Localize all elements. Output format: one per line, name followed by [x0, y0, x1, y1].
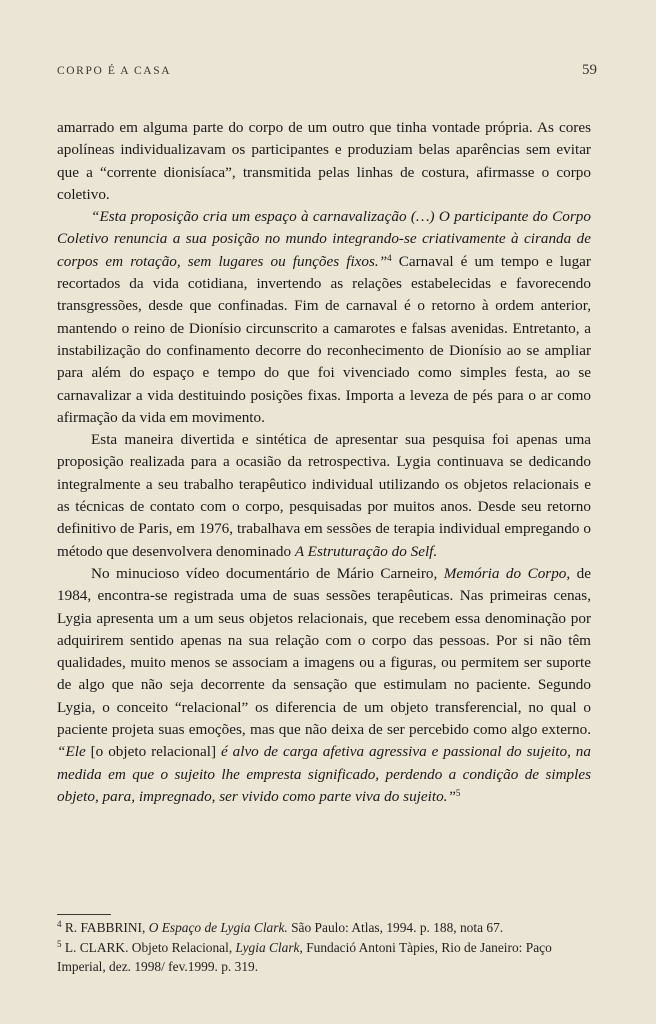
paragraph-1 [57, 117, 591, 206]
body-text [57, 117, 591, 808]
footnote-5-title: Lygia Clark [235, 939, 300, 955]
running-head [57, 62, 597, 79]
footnote-5-number: 5 [57, 938, 62, 949]
footnote-4-text-a: R. FABBRINI, [61, 920, 149, 935]
footnote-rule [57, 914, 111, 915]
footnote-4 [57, 918, 591, 938]
method-title: A Estruturação do Self. [294, 542, 438, 560]
footnote-4-text-b: São Paulo: Atlas, 1994. p. 188, nota 67. [287, 920, 504, 935]
paragraph-3-text: Esta maneira divertida e sintética de apresentar sua pesquisa foi apenas uma proposição realizada para a ocasião da retrospectiva. Lygia continuava se dedicando integralmente a seu trabalho terapêutico individual utilizando os objetos relacionais e as técnicas de contato com o corpo, pesquisadas por muitos anos. Desde seu retorno definitivo de Paris, em 1976, trabalhava em sessões de terapia individual empregando o método que desenvolvera denominado [57, 431, 591, 560]
bracket-insert: [o objeto relacional] [85, 743, 221, 761]
paragraph-4-text-b: , de 1984, encontra-se registrada uma de suas sessões terapêuticas. Nas primeiras cenas, Lygia apresenta um a um seus objetos relacionais, que recebem essa denominação por adquirirem sentido apenas na sua relação com o corpo das pessoas. Por si não têm qualidades, muito menos se associam a imagens ou a figuras, ou permitem ser suporte de algo que não seja decorrente da sensação que estimulam no paciente. Segundo Lygia, o conceito “relacional” os diferencia de um objeto transferencial, no qual o paciente projeta suas emoções, mas que não deixa de ser percebido como algo externo. [57, 564, 592, 739]
footnote-5-text-a: L. CLARK. Objeto Relacional, [61, 939, 236, 955]
paragraph-3 [57, 429, 591, 563]
footnote-5 [57, 938, 591, 977]
paragraph-4 [57, 563, 591, 808]
paragraph-1-text: amarrado em alguma parte do corpo de um outro que tinha vontade própria. As cores apolíneas individualizavam os participantes e produziam belas aparências sem evitar que a “corrente dionisíaca”, transmitida pelas linhas de costura, afirmasse o corpo coletivo. [57, 119, 591, 203]
clark-quote: “Esta proposição cria um espaço à carnavalização (…) O participante do Corpo Coletivo renuncia a sua posição no mundo integrando-se criativamente à ciranda de corpos em rotação, sem lugares ou funções fixos.” [57, 208, 591, 270]
footnote-ref-5: 5 [455, 787, 461, 798]
paragraph-2 [57, 206, 591, 429]
paragraph-2-text: Carnaval é um tempo e lugar recortados da vida cotidiana, invertendo as relações estabelecidas e favorecendo transgressões, desde que confinadas. Fim de carnaval é o retorno à ordem anterior, mantendo o reino de Dionísio circunscrito a camarotes e falsas avenidas. Entretanto, a instabilização do confinamento decorre do reconhecimento de Dionísio ao se ampliar para além do espaço e tempo do que foi vivenciado como simples festa, ao se carnavalizar a vida destituindo posições fixas. Importa a leveza de pés para o ar como afirmação da vida em movimento. [57, 252, 591, 426]
running-title: CORPO É A CASA [57, 65, 172, 77]
footnote-ref-4: 4 [387, 252, 392, 263]
footnote-5-text-b: , Fundació Antoni Tàpies, Rio de Janeiro: Paço Imperial, dez. 1998/ fev.1999. p. 319. [57, 939, 552, 975]
footnote-4-title: O Espaço de Lygia Clark. [148, 920, 288, 935]
relational-quote: é alvo de carga afetiva agressiva e passional do sujeito, na medida em que o sujeito lhe empresta significado, perdendo a condição de simples objeto, para, impregnado, ser vivido como parte viva do sujeito.” [57, 743, 591, 805]
footnote-4-number: 4 [57, 919, 62, 929]
footnotes [57, 918, 591, 977]
documentary-title: Memória do Corpo [443, 564, 567, 582]
page-number: 59 [582, 62, 597, 78]
paragraph-4-text-a: No minucioso vídeo documentário de Mário Carneiro, [91, 564, 444, 582]
quote-start: “Ele [57, 743, 86, 761]
